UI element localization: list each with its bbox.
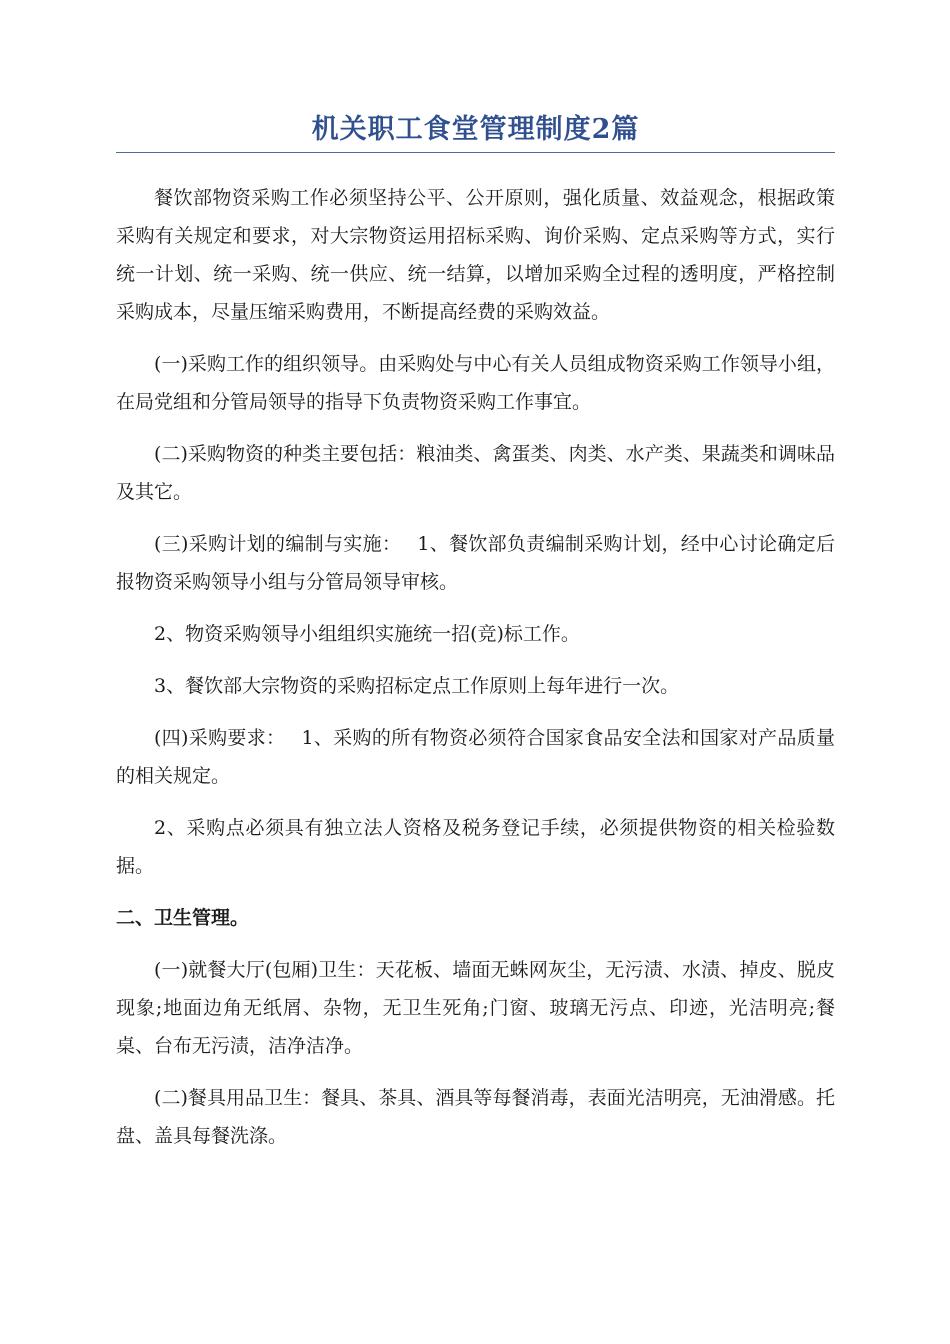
- paragraph-plan-item-2: 2、物资采购领导小组组织实施统一招(竞)标工作。: [154, 623, 580, 645]
- paragraph-dining-hall-hygiene: (一)就餐大厅(包厢)卫生：天花板、墙面无蛛网灰尘，无污渍、水渍、掉皮、脱皮现象;地面边角无纸屑、杂物，无卫生死角;门窗、玻璃无污点、印迹，光洁明亮;餐桌、台布无污渍，洁净洁净。: [116, 959, 835, 1057]
- paragraph-procurement-plan: (三)采购计划的编制与实施： 1、餐饮部负责编制采购计划，经中心讨论确定后报物资采购领导小组与分管局领导审核。: [116, 533, 835, 593]
- document-title: 机关职工食堂管理制度2篇: [311, 114, 640, 145]
- paragraph-tableware-hygiene: (二)餐具用品卫生：餐具、茶具、酒具等每餐消毒，表面光洁明亮，无油滑感。托盘、盖具每餐洗涤。: [116, 1087, 835, 1147]
- paragraph-procurement-principles: 餐饮部物资采购工作必须坚持公平、公开原则，强化质量、效益观念，根据政策采购有关规定和要求，对大宗物资运用招标采购、询价采购、定点采购等方式，实行统一计划、统一采购、统一供应、统一结算，以增加采购全过程的透明度，严格控制采购成本，尽量压缩采购费用，不断提高经费的采购效益。: [116, 187, 835, 323]
- paragraph-requirement-item-2: 2、采购点必须具有独立法人资格及税务登记手续，必须提供物资的相关检验数据。: [116, 817, 835, 877]
- section-heading-hygiene: 二、卫生管理。: [116, 907, 250, 929]
- title-underline: [116, 152, 835, 153]
- paragraph-procurement-categories: (二)采购物资的种类主要包括：粮油类、禽蛋类、肉类、水产类、果蔬类和调味品及其它。: [116, 443, 835, 503]
- paragraph-procurement-organization: (一)采购工作的组织领导。由采购处与中心有关人员组成物资采购工作领导小组，在局党组和分管局领导的指导下负责物资采购工作事宜。: [116, 353, 835, 413]
- paragraph-procurement-requirements: (四)采购要求： 1、采购的所有物资必须符合国家食品安全法和国家对产品质量的相关规定。: [116, 727, 835, 787]
- document-page: [116, 110, 835, 1169]
- paragraph-plan-item-3: 3、餐饮部大宗物资的采购招标定点工作原则上每年进行一次。: [154, 675, 680, 697]
